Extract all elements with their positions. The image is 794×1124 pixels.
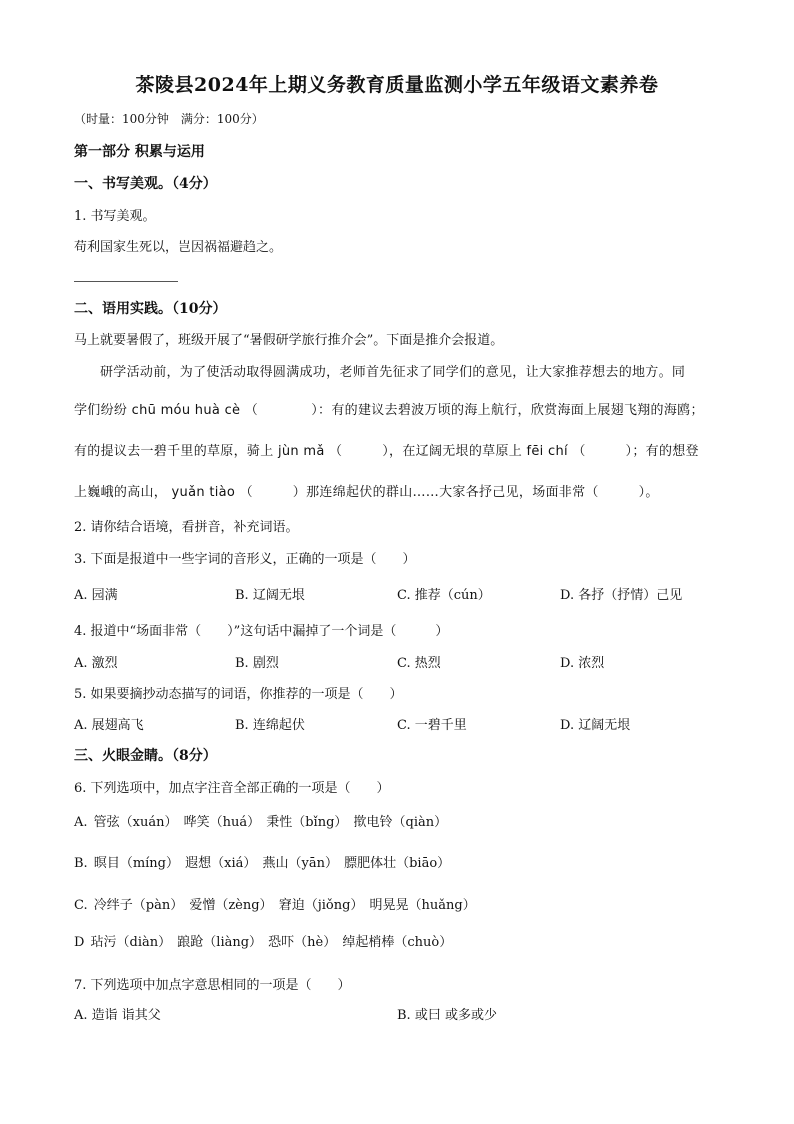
- report-text: 上巍峨的高山，: [74, 485, 168, 500]
- q5-option-c[interactable]: C. 一碧千里: [397, 718, 467, 733]
- q7-option-b[interactable]: B. 或曰 或多或少: [397, 1008, 497, 1023]
- pinyin-prompt: yuǎn tiào: [171, 485, 236, 500]
- pinyin-prompt: chū móu huà cè: [131, 403, 241, 418]
- q4-option-b[interactable]: B. 剧烈: [235, 656, 279, 671]
- q5-option-b[interactable]: B. 连绵起伏: [235, 718, 305, 733]
- question-3: 3. 下面是报道中一些字词的音形义，正确的一项是（ ）: [74, 552, 416, 567]
- q3-option-a[interactable]: A. 园满: [74, 588, 118, 603]
- section-two-heading: 二、语用实践。（10分）: [74, 301, 227, 317]
- calligraphy-quote: 苟利国家生死以，岂因祸福避趋之。: [74, 240, 283, 255]
- q6-option-d[interactable]: D 玷污（diàn） 踉跄（liàng） 恐吓（hè） 绰起梢棒（chuò）: [74, 935, 453, 950]
- report-paragraph-line-2: [74, 399, 704, 418]
- question-4: 4. 报道中“场面非常（ ）”这句话中漏掉了一个词是（ ）: [74, 624, 449, 639]
- answer-blank-text[interactable]: （ ）那连绵起伏的群山……大家各抒己见，场面非常（ ）。: [239, 485, 659, 500]
- answer-blank-text[interactable]: （ ）；有的想登: [572, 444, 699, 459]
- pinyin-prompt: fēi chí: [526, 444, 568, 459]
- report-paragraph-line-4: [74, 481, 659, 500]
- question-6: 6. 下列选项中，加点字注音全部正确的一项是（ ）: [74, 781, 390, 796]
- writing-line: [74, 281, 178, 282]
- q6-option-b[interactable]: B. 暝目（míng） 遐想（xiá） 燕山（yān） 膘肥体壮（biāo）: [74, 856, 451, 871]
- q6-option-c[interactable]: C. 冷绊子（pàn） 爱憎（zèng） 窘迫（jiǒng） 明晃晃（huǎng）: [74, 898, 476, 913]
- pinyin-prompt: jùn mǎ: [277, 444, 325, 459]
- question-7: 7. 下列选项中加点字意思相同的一项是（ ）: [74, 978, 351, 993]
- exam-time-score: （时量：100分钟 满分：100分）: [74, 112, 264, 126]
- q5-option-d[interactable]: D. 辽阔无垠: [560, 718, 631, 733]
- question-2: 2. 请你结合语境，看拼音，补充词语。: [74, 520, 299, 535]
- q4-option-a[interactable]: A. 激烈: [74, 656, 118, 671]
- q3-option-b[interactable]: B. 辽阔无垠: [235, 588, 305, 603]
- report-paragraph-line-3: [74, 440, 699, 459]
- q3-option-d[interactable]: D. 各抒（抒情）己见: [560, 588, 683, 603]
- q3-option-c[interactable]: C. 推荐（cún）: [397, 588, 491, 603]
- report-text: 学们纷纷: [74, 403, 128, 418]
- q7-option-a[interactable]: A. 造诣 诣其父: [74, 1008, 161, 1023]
- question-5: 5. 如果要摘抄动态描写的词语，你推荐的一项是（ ）: [74, 687, 403, 702]
- answer-blank-text[interactable]: （ ）：有的建议去碧波万顷的海上航行，欣赏海面上展翅飞翔的海鸥；: [244, 403, 704, 418]
- section-two-intro: 马上就要暑假了，班级开展了“暑假研学旅行推介会”。下面是推介会报道。: [74, 333, 504, 348]
- q6-option-a[interactable]: A. 管弦（xuán） 哗笑（huá） 秉性（bǐng） 揿电铃（qiàn）: [74, 815, 448, 830]
- q4-option-c[interactable]: C. 热烈: [397, 656, 441, 671]
- report-text: 有的提议去一碧千里的草原，骑上: [74, 444, 274, 459]
- report-paragraph-line-1: 研学活动前，为了使活动取得圆满成功，老师首先征求了同学们的意见，让大家推荐想去的地方。同: [100, 365, 686, 380]
- section-three-heading: 三、火眼金睛。（8分）: [74, 748, 217, 764]
- q4-option-d[interactable]: D. 浓烈: [560, 656, 605, 671]
- section-one-heading: 一、书写美观。（4分）: [74, 176, 217, 192]
- q5-option-a[interactable]: A. 展翅高飞: [74, 718, 144, 733]
- part-one-label: 第一部分 积累与运用: [74, 144, 205, 160]
- question-1: 1. 书写美观。: [74, 209, 156, 224]
- answer-blank-text[interactable]: （ ），在辽阔无垠的草原上: [329, 444, 523, 459]
- exam-title: 茶陵县2024年上期义务教育质量监测小学五年级语文素养卷: [135, 74, 659, 96]
